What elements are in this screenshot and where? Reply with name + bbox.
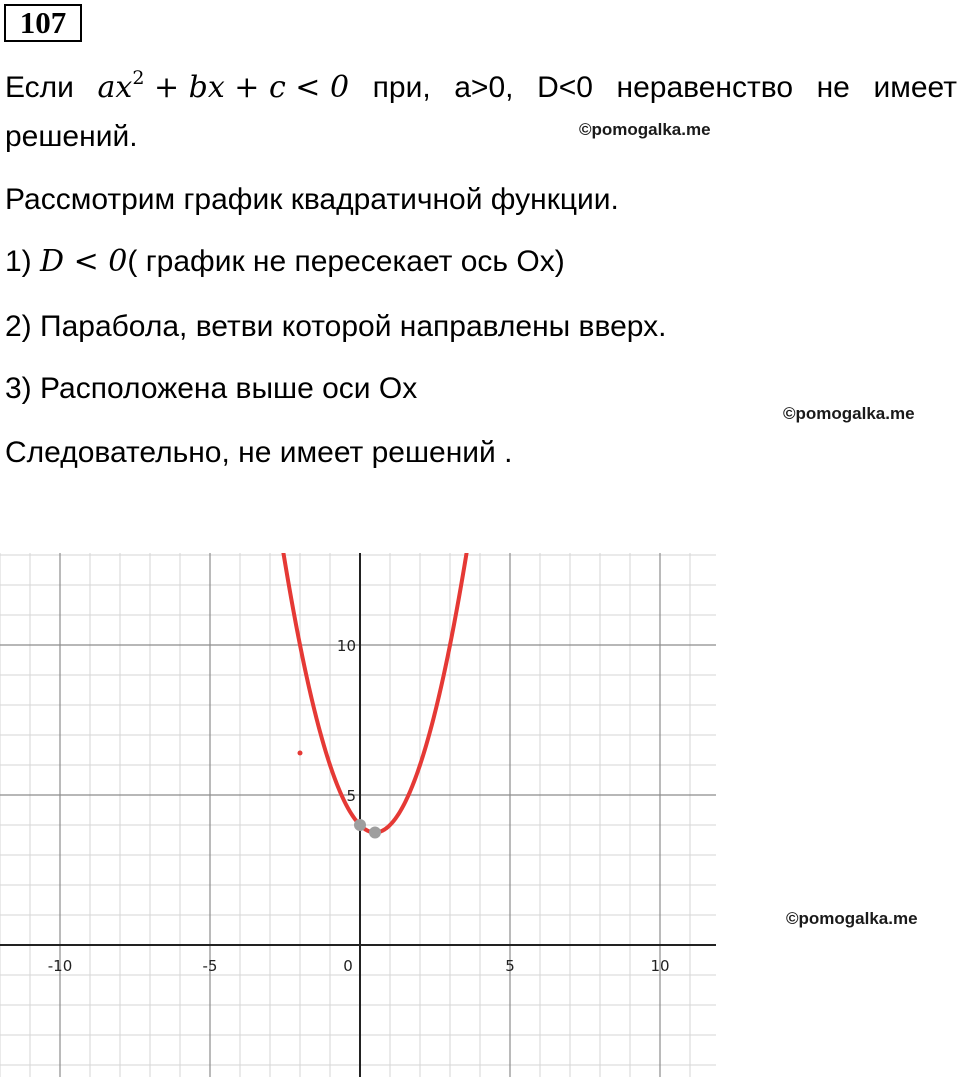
condition-d: D<0 [537,71,593,104]
y-tick-label: 10 [336,637,356,655]
x-tick-label: -5 [202,957,218,975]
condition-word: при, [372,71,431,104]
problem-number: 107 [4,4,82,42]
graph-point [354,819,366,831]
word-inequality: неравенство [616,71,794,104]
graph-point [298,751,303,756]
text-line-5: 2) Парабола, ветви которой направлены вверх. [5,310,667,343]
x-tick-label: -10 [47,957,73,975]
statement-line-2: решений. [5,120,138,153]
discriminant-formula: D < 0 [40,244,128,279]
parabola-curve [282,553,468,833]
parabola-graph [0,553,716,1077]
word-if: Если [5,71,74,104]
x-tick-label: 5 [505,957,515,975]
y-tick-label: 5 [346,787,356,805]
text-line-3: Рассмотрим график квадратичной функции. [5,183,619,216]
statement-line-1 [5,67,957,106]
word-has: имеет [873,71,957,104]
watermark: ©pomogalka.me [783,404,915,423]
condition-a: a>0, [454,71,514,104]
word-not: не [816,71,850,104]
graph-point [369,827,381,839]
text-line-6: 3) Расположена выше оси Ox [5,372,418,405]
text-line-4: 1) D < 0( график не пересекает ось Ox) [5,244,565,279]
inequality-formula: $ax^2$ + bx + c < 0 [97,67,350,105]
watermark: ©pomogalka.me [579,120,711,139]
x-tick-label: 0 [343,957,353,975]
x-tick-label: 10 [650,957,670,975]
watermark: ©pomogalka.me [786,909,918,928]
text-line-7: Следовательно, не имеет решений . [5,436,513,469]
